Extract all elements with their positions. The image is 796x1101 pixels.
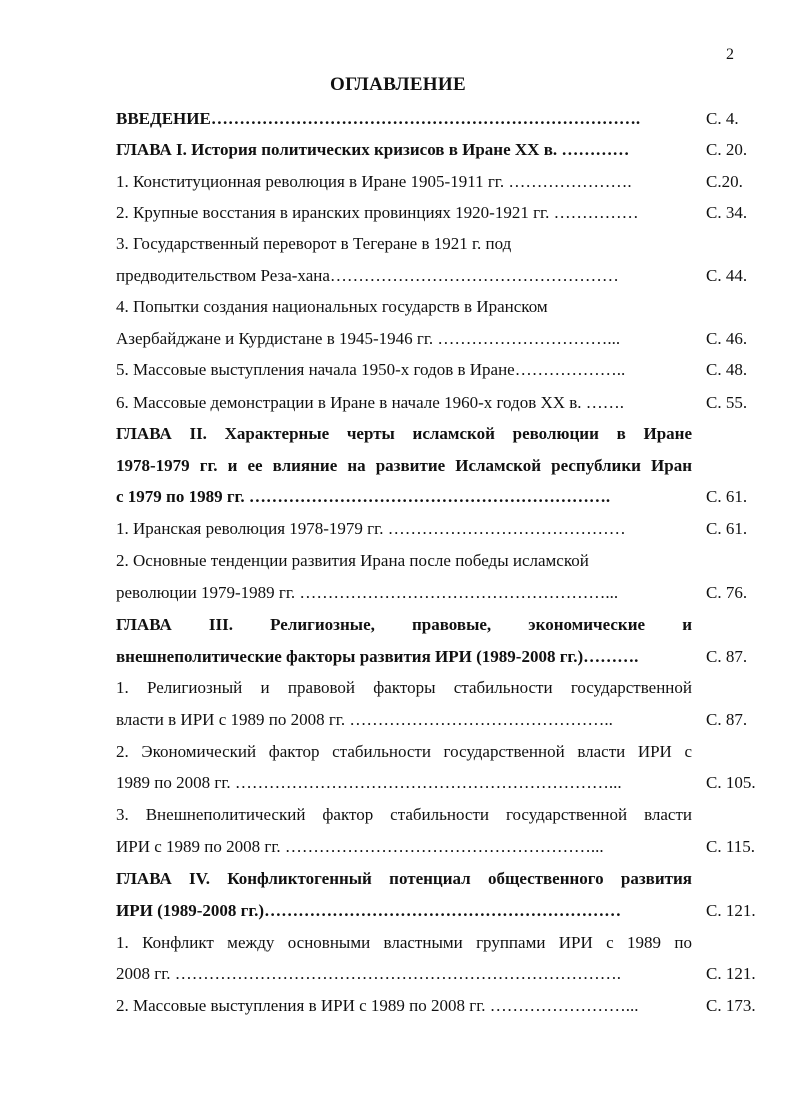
- toc-page-ref: С. 76.: [706, 583, 748, 602]
- toc-entry-chapter-3: внешнеполитические факторы развития ИРИ (1989-2008 гг.)……….: [116, 647, 639, 666]
- toc-entry: власти в ИРИ с 1989 по 2008 гг. ………………………………………..: [116, 710, 613, 729]
- toc-entry: 3. Государственный переворот в Тегеране в 1921 г. под: [116, 234, 512, 253]
- toc-entry-introduction: ВВЕДЕНИЕ………………………………………………………………….: [116, 109, 641, 128]
- toc-entry: 2. Основные тенденции развития Ирана после победы исламской: [116, 551, 589, 570]
- toc-entry: 2. Массовые выступления в ИРИ с 1989 по 2008 гг. ……………………...: [116, 996, 639, 1015]
- toc-entry-chapter-4: ГЛАВА IV. Конфликтогенный потенциал общественного развития: [116, 869, 692, 888]
- toc-page-ref: С. 105.: [706, 773, 756, 792]
- toc-page-ref: С. 34.: [706, 203, 748, 222]
- toc-page-ref: С. 173.: [706, 996, 756, 1015]
- page-title: ОГЛАВЛЕНИЕ: [330, 74, 466, 95]
- toc-page-ref: С. 61.: [706, 519, 748, 538]
- toc-entry: предводительством Реза-хана……………………………………………: [116, 266, 619, 285]
- toc-page-ref: С. 87.: [706, 710, 748, 729]
- toc-page-ref: С. 121.: [706, 964, 756, 983]
- toc-page-ref: С. 87.: [706, 647, 748, 666]
- toc-entry: 1. Религиозный и правовой факторы стабильности государственной: [116, 678, 692, 697]
- toc-entry-chapter-2: 1978-1979 гг. и ее влияние на развитие Исламской республики Иран: [116, 456, 692, 475]
- toc-entry: 3. Внешнеполитический фактор стабильности государственной власти: [116, 805, 692, 824]
- toc-entry-chapter-2: с 1979 по 1989 гг. ……………………………………………………….: [116, 487, 611, 506]
- toc-entry: 1. Конституционная революция в Иране 1905-1911 гг. ………………….: [116, 172, 632, 191]
- toc-entry-chapter-1: ГЛАВА I. История политических кризисов в Иране XX в. …………: [116, 140, 630, 159]
- toc-page-ref: С. 121.: [706, 901, 756, 920]
- toc-entry: 6. Массовые демонстрации в Иране в начале 1960-х годов XX в. …….: [116, 393, 625, 412]
- toc-page-ref: С. 115.: [706, 837, 755, 856]
- toc-entry: 1989 по 2008 гг. …………………………………………………………...: [116, 773, 622, 792]
- toc-page-ref: С. 20.: [706, 140, 748, 159]
- toc-entry: 5. Массовые выступления начала 1950-х годов в Иране………………..: [116, 360, 626, 379]
- toc-entry: 1. Иранская революция 1978-1979 гг. ……………………………………: [116, 519, 626, 538]
- toc-entry-chapter-2: ГЛАВА II. Характерные черты исламской революции в Иране: [116, 424, 692, 443]
- toc-page-ref: С. 4.: [706, 109, 739, 128]
- toc-page-ref: С.20.: [706, 172, 743, 191]
- toc-entry: революции 1979-1989 гг. ………………………………………………...: [116, 583, 619, 602]
- toc-page-ref: С. 55.: [706, 393, 748, 412]
- toc-entry-chapter-4: ИРИ (1989-2008 гг.)………………………………………………………: [116, 901, 622, 920]
- toc-page-ref: С. 61.: [706, 487, 748, 506]
- toc-entry: 1. Конфликт между основными властными группами ИРИ с 1989 по: [116, 933, 692, 952]
- toc-entry-chapter-3: ГЛАВА III. Религиозные, правовые, экономические и: [116, 615, 692, 634]
- toc-page-ref: С. 46.: [706, 329, 748, 348]
- toc-entry: Азербайджане и Курдистане в 1945-1946 гг. …………………………...: [116, 329, 621, 348]
- toc-page-ref: С. 48.: [706, 360, 748, 379]
- toc-entry: ИРИ с 1989 по 2008 гг. ………………………………………………...: [116, 837, 604, 856]
- toc-entry: 2008 гг. …………………………………………………………………….: [116, 964, 622, 983]
- page-number: 2: [726, 46, 734, 63]
- toc-entry: 2. Крупные восстания в иранских провинциях 1920-1921 гг. ……………: [116, 203, 639, 222]
- toc-entry: 4. Попытки создания национальных государств в Иранском: [116, 297, 548, 316]
- toc-page-ref: С. 44.: [706, 266, 748, 285]
- toc-entry: 2. Экономический фактор стабильности государственной власти ИРИ с: [116, 742, 692, 761]
